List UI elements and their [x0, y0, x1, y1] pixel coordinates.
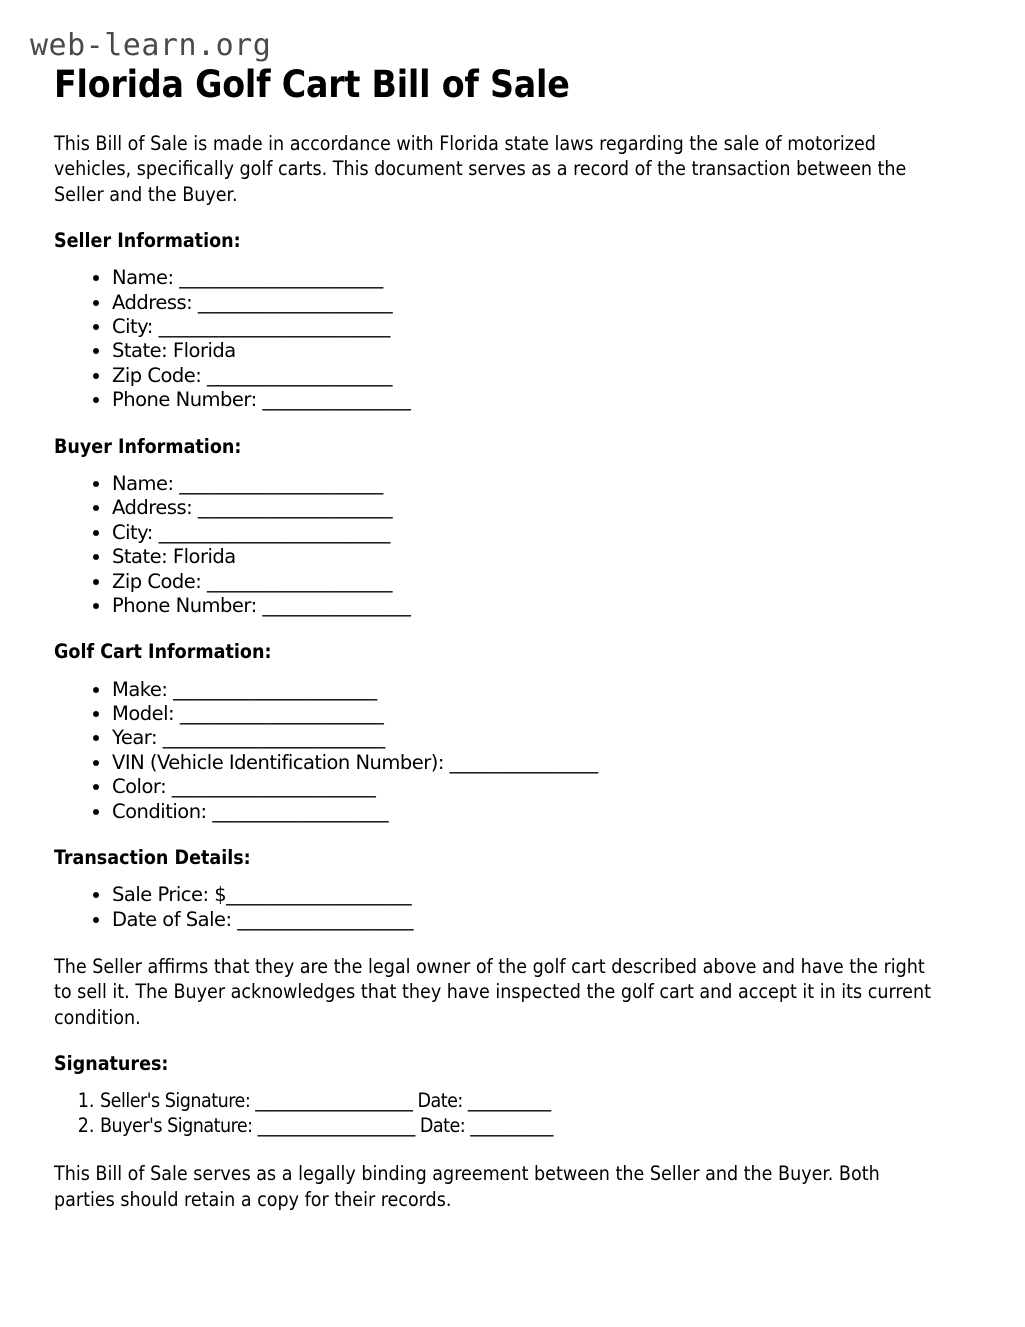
list-item: [112, 496, 940, 520]
seller-name-field: Name: ______________________: [112, 266, 383, 290]
list-item: [112, 883, 940, 907]
list-item: [112, 570, 940, 594]
list-item: [112, 315, 940, 339]
buyer-name-field: Name: ______________________: [112, 472, 383, 495]
buyer-address-field: Address: _____________________: [112, 496, 393, 520]
list-item: [112, 545, 940, 569]
affirmation-paragraph: The Seller affirms that they are the legal owner of the golf cart described above and have the right to sell it. The Buyer acknowledges that they have inspected the golf cart and accept it in its current condition.: [54, 955, 931, 1029]
seller-phone-field: Phone Number: ________________: [112, 388, 411, 412]
site-logo: web-learn.org: [30, 28, 272, 63]
golf-cart-information-heading: Golf Cart Information:: [54, 640, 272, 664]
closing-paragraph: This Bill of Sale serves as a legally binding agreement between the Seller and the Buyer. Both parties should retain a copy for their records.: [54, 1162, 880, 1211]
buyer-phone-field: Phone Number: ________________: [112, 593, 411, 617]
list-item: [112, 908, 940, 932]
golf-cart-information-list: [54, 678, 940, 824]
sale-price-field: Sale Price: $____________________: [112, 883, 412, 907]
list-item: [112, 388, 940, 412]
buyer-information-list: [54, 472, 940, 618]
list-item: [112, 266, 940, 290]
cart-year-field: Year: ________________________: [112, 726, 385, 750]
list-item: [112, 751, 940, 775]
seller-information-list: [54, 266, 940, 412]
list-item: [112, 702, 940, 726]
seller-state-field: State: Florida: [112, 339, 236, 363]
list-item: [112, 678, 940, 702]
cart-condition-field: Condition: ___________________: [112, 799, 389, 823]
buyer-city-field: City: _________________________: [112, 520, 390, 544]
seller-information-heading: Seller Information:: [54, 228, 241, 252]
buyer-signature-field: Buyer's Signature: ___________________ Date: __________: [100, 1114, 553, 1138]
list-item: [112, 800, 940, 824]
cart-model-field: Model: ______________________: [112, 702, 384, 726]
buyer-information-heading: Buyer Information:: [54, 434, 242, 458]
transaction-details-list: [54, 883, 940, 932]
list-item: [112, 726, 940, 750]
list-item: [112, 775, 940, 799]
list-item: [112, 291, 940, 315]
date-of-sale-field: Date of Sale: ___________________: [112, 907, 414, 931]
list-item: [112, 472, 940, 496]
buyer-state-field: State: Florida: [112, 545, 236, 569]
document-body: [28, 131, 980, 1212]
list-item: [100, 1114, 940, 1139]
list-item: [100, 1089, 940, 1114]
seller-address-field: Address: _____________________: [112, 290, 393, 314]
cart-color-field: Color: ______________________: [112, 775, 376, 799]
cart-vin-field: VIN (Vehicle Identification Number): ________________: [112, 750, 598, 774]
cart-make-field: Make: ______________________: [112, 677, 377, 701]
transaction-details-heading: Transaction Details:: [54, 845, 251, 869]
signatures-list: [54, 1089, 940, 1139]
seller-zip-field: Zip Code: ____________________: [112, 363, 393, 387]
intro-paragraph: This Bill of Sale is made in accordance with Florida state laws regarding the sale of motorized vehicles, specifically golf carts. This document serves as a record of the transaction between the Seller and the Buyer.: [54, 131, 907, 206]
list-item: [112, 521, 940, 545]
list-item: [112, 594, 940, 618]
list-item: [112, 339, 940, 363]
buyer-zip-field: Zip Code: ____________________: [112, 569, 393, 593]
signatures-heading: Signatures:: [54, 1052, 169, 1076]
seller-signature-field: Seller's Signature: ___________________ Date: __________: [100, 1089, 551, 1113]
page-title: Florida Golf Cart Bill of Sale: [54, 62, 570, 106]
list-item: [112, 364, 940, 388]
seller-city-field: City: _________________________: [112, 315, 390, 339]
